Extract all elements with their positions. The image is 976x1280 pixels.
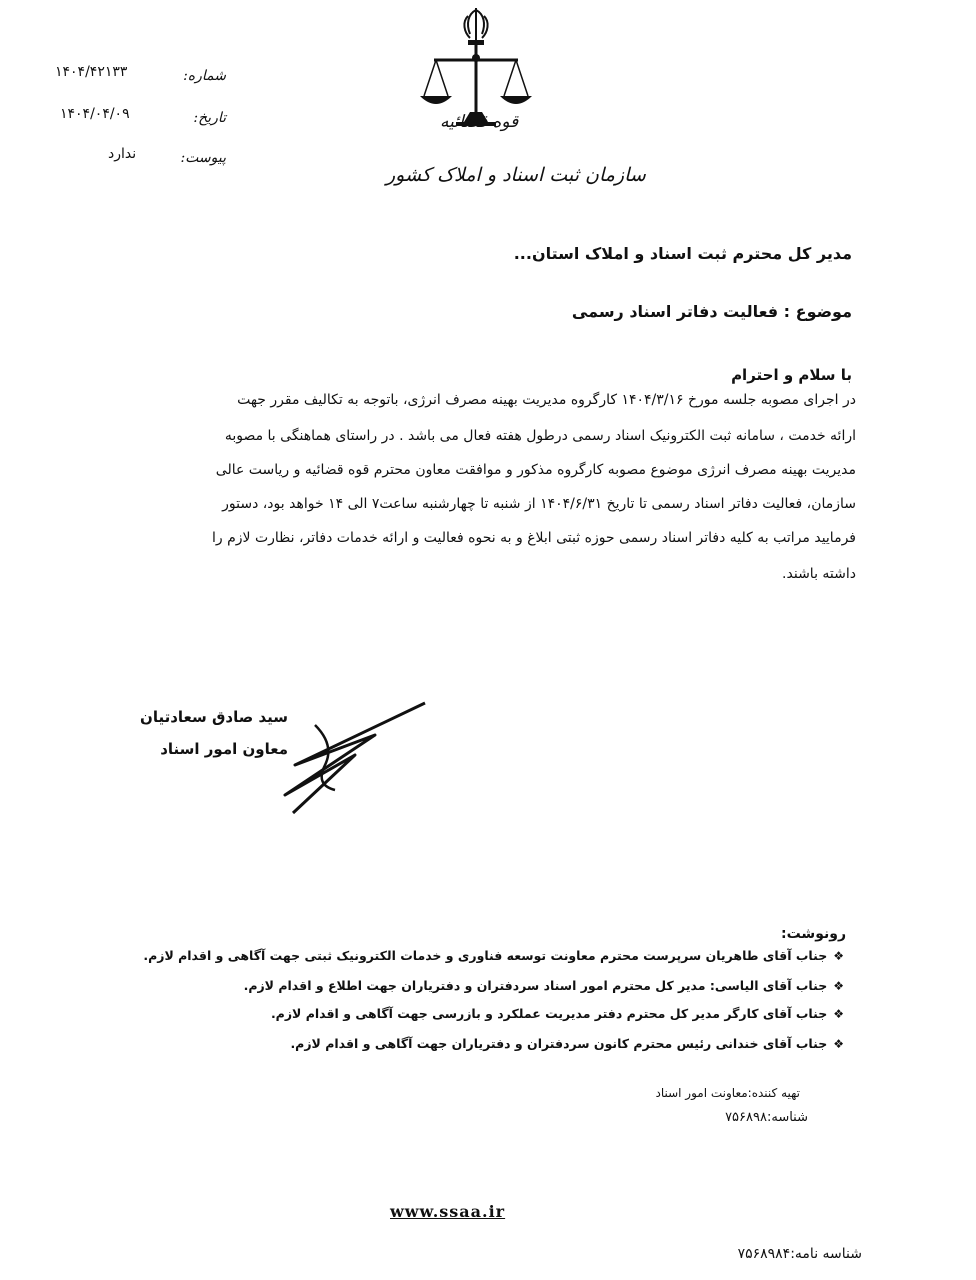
copy-recipient: ❖جناب آقای الیاسی: مدیر کل محترم امور اسناد سردفتران و دفتریاران جهت اطلاع و اقدام لازم.: [243, 978, 844, 993]
body-line: در اجرای مصوبه جلسه مورخ ۱۴۰۴/۳/۱۶ کارگروه مدیریت بهینه مصرف انرژی، باتوجه به تکالیف مقرر جهت: [237, 392, 856, 408]
letter-id: شناسه نامه:۷۵۶۸۹۸۴: [737, 1246, 862, 1262]
signer-title: معاون امور اسناد: [160, 740, 288, 758]
copy-recipient: ❖جناب آقای طاهریان سرپرست محترم معاونت توسعه فناوری و خدمات الکترونیک ثبتی جهت آگاهی و اقدام لازم.: [143, 948, 844, 963]
body-line: فرمایید مراتب به کلیه دفاتر اسناد رسمی حوزه ثبتی ابلاغ و به نحوه فعالیت و ارائه خدمات دفاتر، نظارت لازم را: [212, 530, 856, 546]
number-label: شماره:: [183, 68, 226, 84]
copy-recipient: ❖جناب آقای خندانی رئیس محترم کانون سردفتران و دفتریاران جهت آگاهی و اقدام لازم.: [290, 1036, 844, 1051]
number-value: ۱۴۰۴/۴۲۱۳۳: [55, 64, 128, 80]
date-label: تاریخ:: [193, 110, 226, 126]
document-id: شناسه:۷۵۶۸۹۸: [725, 1110, 808, 1125]
body-line: مدیریت بهینه مصرف انرژی موضوع مصوبه کارگروه مذکور و موافقت معاون محترم قوه قضائیه و ریاست عالی: [215, 462, 856, 478]
prepared-by: تهیه کننده:معاونت امور اسناد: [655, 1086, 800, 1100]
signer-name: سید صادق سعادتیان: [140, 708, 288, 726]
letter-page: قوه قضائیه سازمان ثبت اسناد و املاک کشور شماره: ۱۴۰۴/۴۲۱۳۳ تاریخ: ۱۴۰۴/۰۴/۰۹ پیوست: ندارد مدیر کل محترم ثبت اسناد و املاک استان... موضوع : فعالیت دفاتر اسناد رسمی با سلام و احترام در اجرای مصوبه جلسه مورخ ۱۴۰۴/۳/۱۶ کارگروه مدیریت بهینه مصرف انرژی، باتوجه به تکالیف مقرر جهت ارائه خدمت ، سامانه ثبت الکترونیک اسناد رسمی درطول هفته فعال می باشد . در راستای هماهنگی با مصوبه مدیریت بهینه مصرف انرژی موضوع مصوبه کارگروه مذکور و موافقت معاون محترم قوه قضائیه و ریاست عالی سازمان، فعالیت دفاتر اسناد رسمی تا تاریخ ۱۴۰۴/۶/۳۱ از شنبه تا چهارشنبه ساعت۷ الی ۱۴ خواهد بود، دستور فرمایید مراتب به کلیه دفاتر اسناد رسمی حوزه ثبتی ابلاغ و به نحوه فعالیت و ارائه خدمات دفاتر، نظارت لازم را داشته باشند. سید صادق سعادتیان معاون امور اسناد رونوشت: ❖جناب آقای طاهریان سرپرست محترم معاونت توسعه فناوری و خدمات الکترونیک ثبتی جهت آگاهی و اقدام لازم. ❖جناب آقای الیاسی: مدیر کل محترم امور اسناد سردفتران و دفتریاران جهت اطلاع و اقدام لازم. ❖جناب آقای کارگر مدیر کل محترم دفتر مدیریت عملکرد و بازرسی جهت آگاهی و اقدام لازم. ❖جناب آقای خندانی رئیس محترم کانون سردفتران و دفتریاران جهت آگاهی و اقدام لازم. تهیه کننده:معاونت امور اسناد شناسه:۷۵۶۸۹۸ www.ssaa.ir شناسه نامه:۷۵۶۸۹۸۴: [0, 0, 976, 1280]
greeting: با سلام و احترام: [731, 366, 852, 384]
addressee: مدیر کل محترم ثبت اسناد و املاک استان...: [513, 244, 852, 263]
body-line: سازمان، فعالیت دفاتر اسناد رسمی تا تاریخ ۱۴۰۴/۶/۳۱ از شنبه تا چهارشنبه ساعت۷ الی ۱۴ خواهد بود، دستور: [222, 496, 856, 512]
attachment-label: پیوست:: [180, 150, 226, 166]
handwritten-signature: [255, 695, 435, 815]
subject: موضوع : فعالیت دفاتر اسناد رسمی: [571, 302, 852, 321]
website-link[interactable]: www.ssaa.ir: [390, 1202, 506, 1221]
copy-recipient: ❖جناب آقای کارگر مدیر کل محترم دفتر مدیریت عملکرد و بازرسی جهت آگاهی و اقدام لازم.: [270, 1006, 844, 1021]
body-line: ارائه خدمت ، سامانه ثبت الکترونیک اسناد رسمی درطول هفته فعال می باشد . در راستای هماهنگی با مصوبه: [224, 428, 856, 444]
copies-heading: رونوشت:: [781, 926, 846, 942]
date-value: ۱۴۰۴/۰۴/۰۹: [60, 106, 130, 122]
attachment-value: ندارد: [108, 146, 137, 162]
body-line: داشته باشند.: [782, 566, 856, 582]
